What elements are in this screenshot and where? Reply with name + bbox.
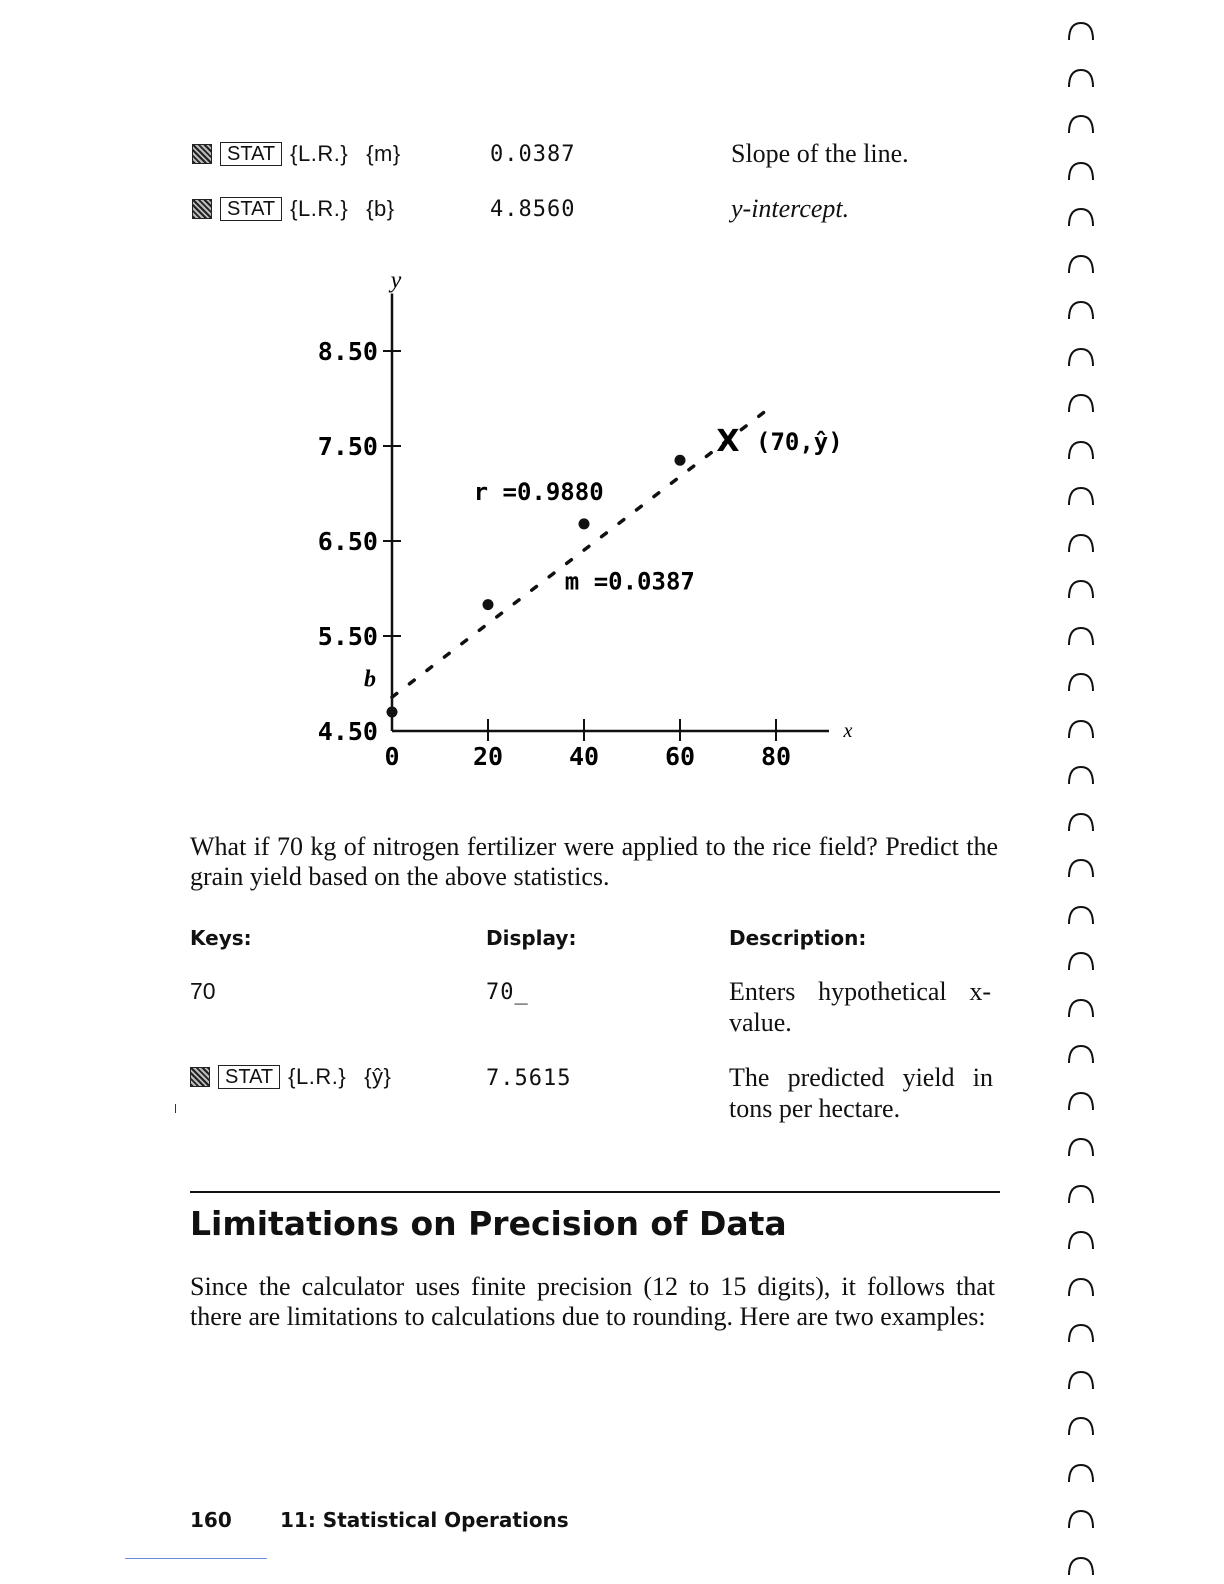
description-intercept: y-intercept. <box>731 194 850 223</box>
y-axis-label: y <box>390 267 402 294</box>
header-description: Description: <box>729 926 867 950</box>
binding-ring-icon <box>1066 671 1096 693</box>
menu-key-b: {b} <box>366 196 395 221</box>
binding-ring-icon <box>1066 950 1096 972</box>
y-tick-label: 6.50 <box>317 527 378 556</box>
y-tick-label: 7.50 <box>317 432 378 461</box>
binding-ring-icon <box>1066 764 1096 786</box>
binding-ring-icon <box>1066 578 1096 600</box>
row2-display: 7.5615 <box>486 1066 572 1091</box>
header-display: Display: <box>486 926 577 950</box>
description-slope: Slope of the line. <box>731 139 909 168</box>
predicted-point-label: (70,ŷ) <box>756 428 843 457</box>
menu-key-lr: {L.R.} <box>288 1064 347 1089</box>
data-point <box>675 455 686 466</box>
binding-ring-icon <box>1066 113 1096 135</box>
binding-ring-icon <box>1066 253 1096 275</box>
x-tick-label: 0 <box>384 742 400 771</box>
binding-ring-icon <box>1066 206 1096 228</box>
key-sequence-intercept <box>192 194 395 224</box>
menu-key-yhat: {ŷ} <box>364 1064 392 1089</box>
binding-ring-icon <box>1066 346 1096 368</box>
section-title: Limitations on Precision of Data <box>190 1204 787 1243</box>
binding-ring-icon <box>1066 1090 1096 1112</box>
header-keys: Keys: <box>190 926 252 950</box>
binding-ring-icon <box>1066 857 1096 879</box>
key-sequence-predict <box>190 1062 391 1092</box>
binding-ring-icon <box>1066 904 1096 926</box>
scan-artifact-line <box>125 1558 267 1559</box>
binding-ring-icon <box>1066 67 1096 89</box>
y-tick-label: 8.50 <box>317 337 378 366</box>
binding-ring-icon <box>1066 1462 1096 1484</box>
m-annotation: m =0.0387 <box>564 567 695 596</box>
binding-ring-icon <box>1066 1369 1096 1391</box>
binding-ring-icon <box>1066 160 1096 182</box>
menu-key-lr: {L.R.} <box>290 141 349 166</box>
chart-marks <box>364 410 843 717</box>
binding-ring-icon <box>1066 1415 1096 1437</box>
page-number: 160 <box>190 1508 232 1532</box>
data-point <box>387 707 398 718</box>
menu-key-lr: {L.R.} <box>290 196 349 221</box>
row1-display: 70_ <box>486 980 529 1005</box>
x-axis-label: x <box>843 720 853 742</box>
binding-ring-icon <box>1066 1229 1096 1251</box>
data-point <box>483 599 494 610</box>
data-point <box>579 518 590 529</box>
row1-keys: 70 <box>190 978 216 1004</box>
regression-chart <box>300 255 860 775</box>
binding-ring-icon <box>1066 1136 1096 1158</box>
regression-line <box>392 410 766 697</box>
display-intercept: 4.8560 <box>490 197 576 222</box>
binding-ring-icon <box>1066 1043 1096 1065</box>
binding-ring-icon <box>1066 625 1096 647</box>
question-paragraph: What if 70 kg of nitrogen fertilizer were applied to the rice field? Predict the grain yield based on the above statistics. <box>190 832 998 891</box>
x-tick-label: 80 <box>760 742 792 771</box>
y-tick-label: 5.50 <box>317 622 378 651</box>
binding-ring-icon <box>1066 299 1096 321</box>
predicted-point-marker: X <box>716 424 740 460</box>
binding-ring-icon <box>1066 20 1096 42</box>
binding-ring-icon <box>1066 392 1096 414</box>
y-tick-label: 4.50 <box>317 717 378 746</box>
chapter-title: 11: Statistical Operations <box>280 1508 569 1532</box>
binding-ring-icon <box>1066 485 1096 507</box>
binding-ring-icon <box>1066 997 1096 1019</box>
display-slope: 0.0387 <box>490 142 576 167</box>
row1-description: Enters hypothetical x-value. <box>729 977 991 1037</box>
x-tick-label: 40 <box>568 742 600 771</box>
stat-key: STAT <box>220 142 282 166</box>
binding-ring-icon <box>1066 439 1096 461</box>
scan-artifact-mark <box>175 1104 176 1113</box>
key-sequence-slope <box>192 139 401 169</box>
binding-ring-icon <box>1066 1555 1096 1577</box>
section-divider <box>190 1191 1000 1193</box>
stat-key: STAT <box>218 1065 280 1089</box>
r-annotation: r =0.9880 <box>473 478 604 507</box>
x-tick-label: 20 <box>472 742 504 771</box>
section-body: Since the calculator uses finite precision (12 to 15 digits), it follows that there are limitations to calculations due to rounding. Here are two examples: <box>190 1272 995 1331</box>
binding-ring-icon <box>1066 1322 1096 1344</box>
b-annotation: b <box>364 666 376 693</box>
shift-key-icon <box>192 199 212 219</box>
menu-key-m: {m} <box>366 141 401 166</box>
binding-ring-icon <box>1066 532 1096 554</box>
row2-description: The predicted yield in tons per hectare. <box>729 1063 993 1123</box>
binding-ring-icon <box>1066 1183 1096 1205</box>
binding-ring-icon <box>1066 1276 1096 1298</box>
binding-ring-icon <box>1066 718 1096 740</box>
binding-ring-icon <box>1066 811 1096 833</box>
binding-ring-icon <box>1066 1508 1096 1530</box>
shift-key-icon <box>190 1067 210 1087</box>
stat-key: STAT <box>220 197 282 221</box>
shift-key-icon <box>192 144 212 164</box>
x-tick-label: 60 <box>664 742 696 771</box>
